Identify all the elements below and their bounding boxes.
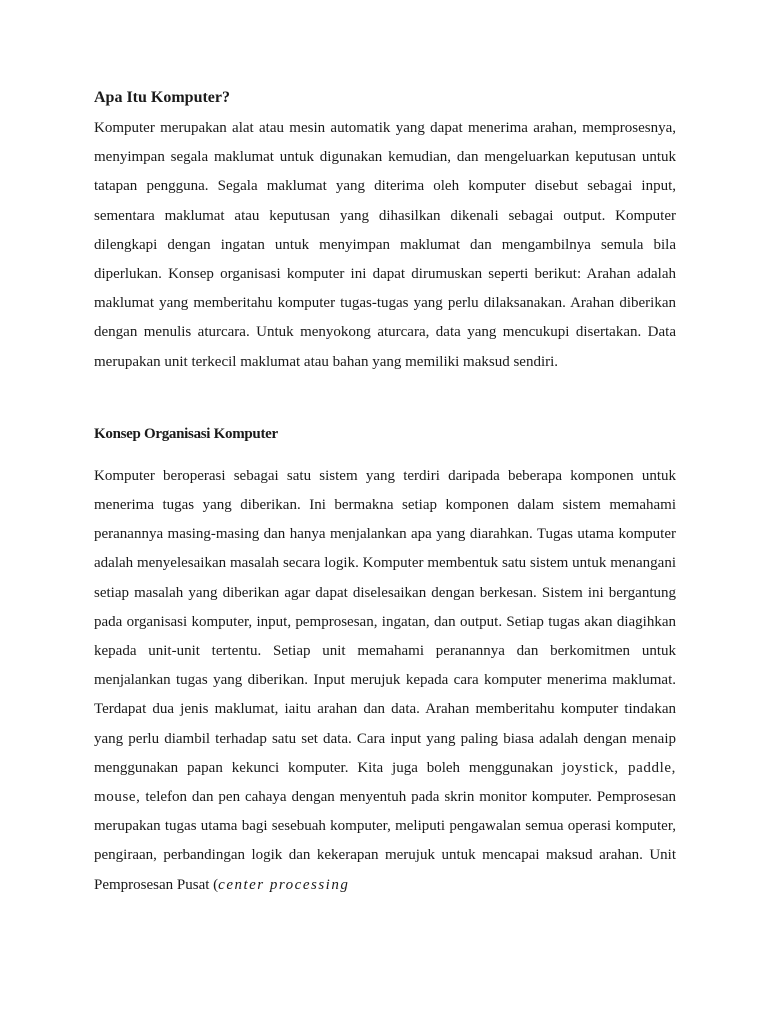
- paragraph-apa-itu-komputer: Komputer merupakan alat atau mesin automatik yang dapat menerima arahan, memprosesnya, menyimpan segala maklumat untuk digunakan kemudian, dan mengeluarkan keputusan untuk tatapan pengguna. Segala maklumat yang diterima oleh komputer disebut sebagai input, sementara maklumat atau keputusan yang dihasilkan dikenali sebagai output. Komputer dilengkapi dengan ingatan untuk menyimpan maklumat dan mengambilnya semula bila diperlukan. Konsep organisasi komputer ini dapat dirumuskan seperti berikut: Arahan adalah maklumat yang memberitahu komputer tugas-tugas yang perlu dilaksanakan. Arahan diberikan dengan menulis aturcara. Untuk menyokong aturcara, data yang mencukupi disertakan. Data merupakan unit terkecil maklumat atau bahan yang memiliki maksud sendiri.: [94, 120, 676, 370]
- paragraph-text-part1: Komputer beroperasi sebagai satu sistem yang terdiri daripada beberapa komponen untuk menerima tugas yang diberikan. Ini bermakna setiap komponen dalam sistem memahami peranannya masing-masing dan hanya menjalankan apa yang diarahkan. Tugas utama komputer adalah menyelesaikan masalah secara logik. Komputer membentuk satu sistem untuk menangani setiap masalah yang diberikan agar dapat diselesaikan dengan berkesan. Sistem ini bergantung pada organisasi komputer, input, pemprosesan, ingatan, dan output. Setiap tugas akan diagihkan kepada unit-unit tertentu. Setiap unit memahami peranannya dan berkomitmen untuk menjalankan tugas yang diberikan. Input merujuk kepada cara komputer menerima maklumat. Terdapat dua jenis maklumat, iaitu arahan dan data. Arahan memberitahu komputer tindakan yang perlu diambil terhadap satu set data. Cara input yang paling biasa adalah dengan menaip menggunakan papan kekunci komputer. Kita juga boleh menggunakan: [94, 467, 676, 776]
- document-page: [94, 84, 676, 900]
- section-title-apa-itu-komputer: Apa Itu Komputer?: [94, 89, 231, 106]
- paragraph-text-part2: telefon dan pen cahaya dengan menyentuh pada skrin monitor komputer. Pemprosesan merupakan tugas utama bagi sesebuah komputer, meliputi pengawalan semua operasi komputer, pengiraan, perbandingan logik dan kekerapan merujuk untuk mencapai maksud arahan. Unit Pemprosesan Pusat (: [94, 789, 676, 893]
- italic-term: center processing: [218, 876, 350, 893]
- input-devices-text: joystick, paddle, mouse,: [94, 759, 676, 806]
- section-title-konsep-organisasi: Konsep Organisasi Komputer: [94, 425, 278, 442]
- paragraph-konsep-organisasi: [94, 462, 676, 900]
